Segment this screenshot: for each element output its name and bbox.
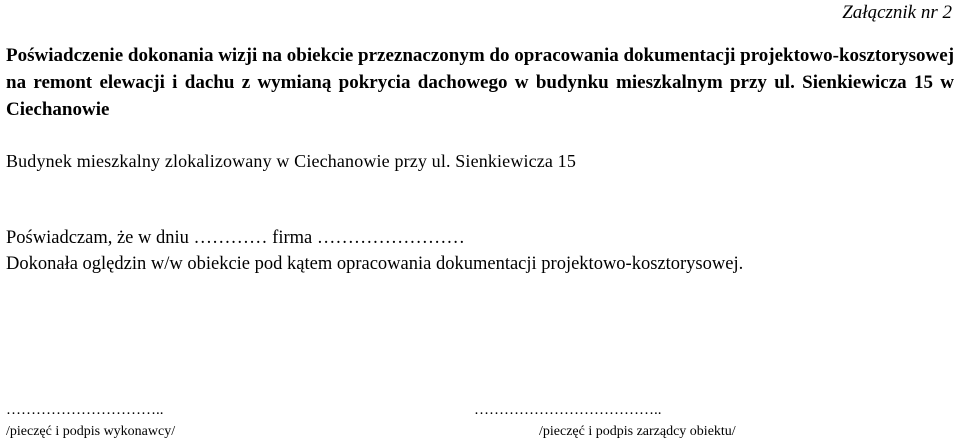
firm-blank: …………………… — [316, 228, 465, 248]
certification-line-1 — [6, 225, 743, 251]
certify-prefix: Poświadczam, że w dniu — [6, 228, 189, 248]
contractor-signature-caption: /pieczęć i podpis wykonawcy/ — [6, 424, 176, 439]
building-description: Budynek mieszkalny zlokalizowany w Ciechanowie przy ul. Sienkiewicza 15 — [6, 151, 576, 171]
contractor-signature — [6, 399, 175, 443]
manager-signature — [474, 399, 736, 443]
manager-signature-dots: ……………………………….. — [474, 402, 662, 418]
manager-signature-caption: /pieczęć i podpis zarządcy obiektu/ — [539, 424, 736, 439]
contractor-signature-dots: ………………………….. — [6, 402, 164, 418]
certification-block — [6, 225, 743, 277]
certify-firm-label: firma — [272, 228, 313, 248]
date-blank: ………… — [193, 228, 268, 248]
attachment-label: Załącznik nr 2 — [842, 2, 952, 23]
document-heading: Poświadczenie dokonania wizji na obiekcie przeznaczonym do opracowania dokumentacji projektowo-kosztorysowej na remont elewacji i dachu z wymianą pokrycia dachowego w budynku mieszkalnym przy ul. Sienkiewicza 15 w Ciechanowie — [6, 45, 955, 120]
certification-line-2: Dokonała oględzin w/w obiekcie pod kątem opracowania dokumentacji projektowo-kosztorysowej. — [6, 254, 744, 274]
